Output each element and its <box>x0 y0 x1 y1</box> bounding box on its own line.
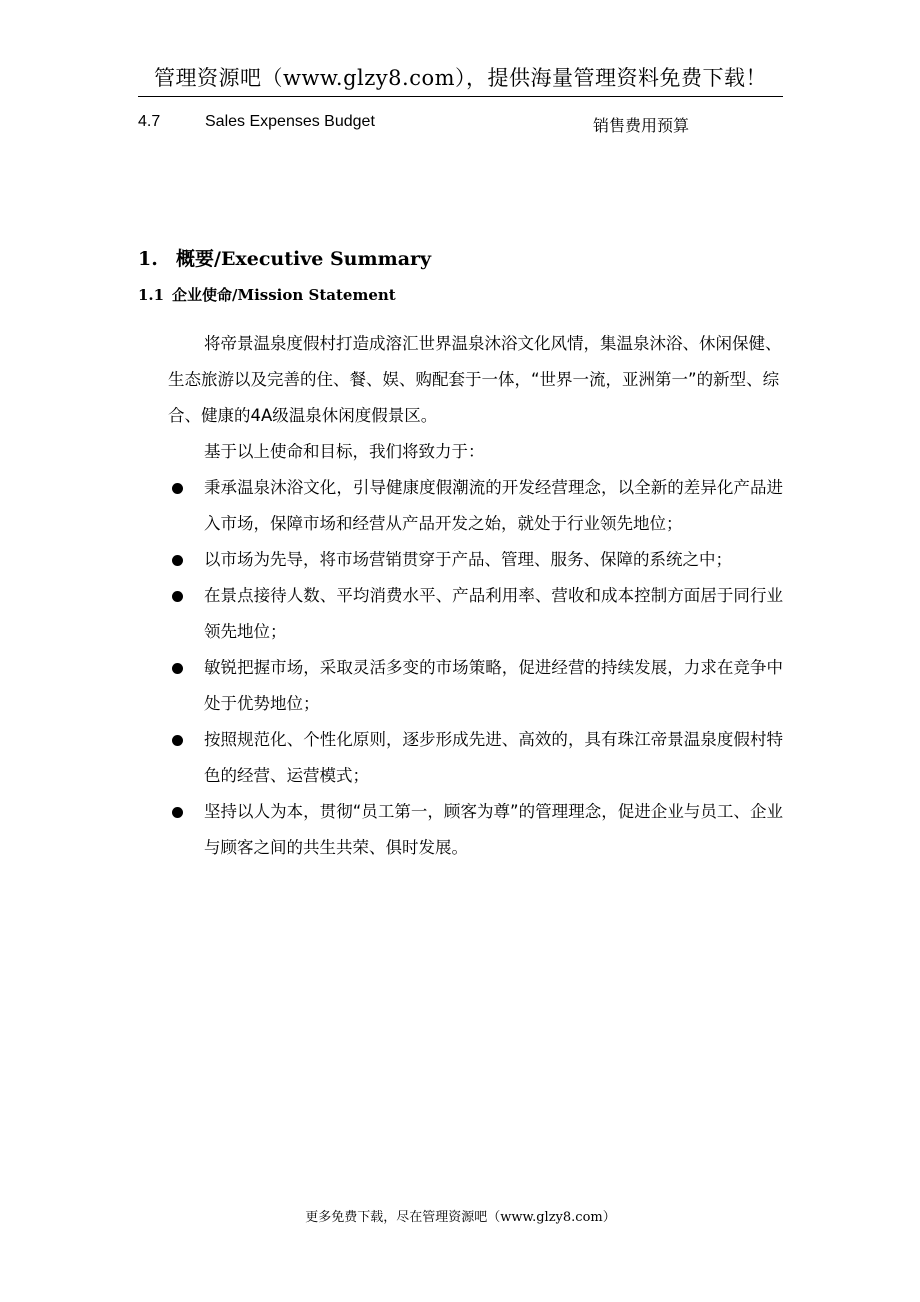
section-heading <box>138 244 431 271</box>
list-item-text: 坚持以人为本，贯彻“员工第一，顾客为尊”的管理理念，促进企业与员工、企业与顾客之间的共生共荣、俱时发展。 <box>204 802 783 857</box>
commitment-list <box>168 470 783 866</box>
bullet-icon <box>172 663 183 674</box>
bullet-icon <box>172 483 183 494</box>
list-item-text: 秉承温泉沐浴文化，引导健康度假潮流的开发经营理念，以全新的差异化产品进入市场，保障市场和经营从产品开发之始，就处于行业领先地位； <box>204 478 783 533</box>
list-item <box>168 722 783 794</box>
list-item-text: 敏锐把握市场，采取灵活多变的市场策略，促进经营的持续发展，力求在竞争中处于优势地位； <box>204 658 783 713</box>
bullet-icon <box>172 591 183 602</box>
bullet-icon <box>172 807 183 818</box>
list-item <box>168 794 783 866</box>
list-item-text: 以市场为先导，将市场营销贯穿于产品、管理、服务、保障的系统之中； <box>204 550 732 569</box>
header-divider <box>138 96 783 97</box>
list-item-text: 按照规范化、个性化原则，逐步形成先进、高效的，具有珠江帝景温泉度假村特色的经营、运营模式； <box>204 730 783 785</box>
intro-paragraph: 基于以上使命和目标，我们将致力于： <box>204 442 485 461</box>
bullet-icon <box>172 555 183 566</box>
bullet-icon <box>172 735 183 746</box>
toc-entry-title-en: Sales Expenses Budget <box>205 113 375 130</box>
mission-paragraph: 将帝景温泉度假村打造成溶汇世界温泉沐浴文化风情，集温泉沐浴、休闲保健、生态旅游以及完善的住、餐、娱、购配套于一体，“世界一流，亚洲第一”的新型、综合、健康的4A级温泉休闲度假景区。 <box>168 334 782 425</box>
page-header: 管理资源吧（www.glzy8.com），提供海量管理资料免费下载！ <box>153 66 768 90</box>
toc-entry-title-zh: 销售费用预算 <box>593 116 690 135</box>
toc-entry-number: 4.7 <box>138 113 161 130</box>
list-item <box>168 542 783 578</box>
toc-entry <box>138 113 783 137</box>
list-item-text: 在景点接待人数、平均消费水平、产品利用率、营收和成本控制方面居于同行业领先地位； <box>204 586 783 641</box>
subsection-number: 1.1 <box>138 286 165 304</box>
subsection-title: 企业使命/Mission Statement <box>172 286 396 304</box>
list-item <box>168 650 783 722</box>
section-title: 概要/Executive Summary <box>176 248 432 270</box>
list-item <box>168 578 783 650</box>
section-number: 1. <box>138 248 158 270</box>
subsection-heading <box>138 284 396 305</box>
page-footer: 更多免费下载，尽在管理资源吧（www.glzy8.com） <box>305 1210 616 1225</box>
list-item <box>168 470 783 542</box>
